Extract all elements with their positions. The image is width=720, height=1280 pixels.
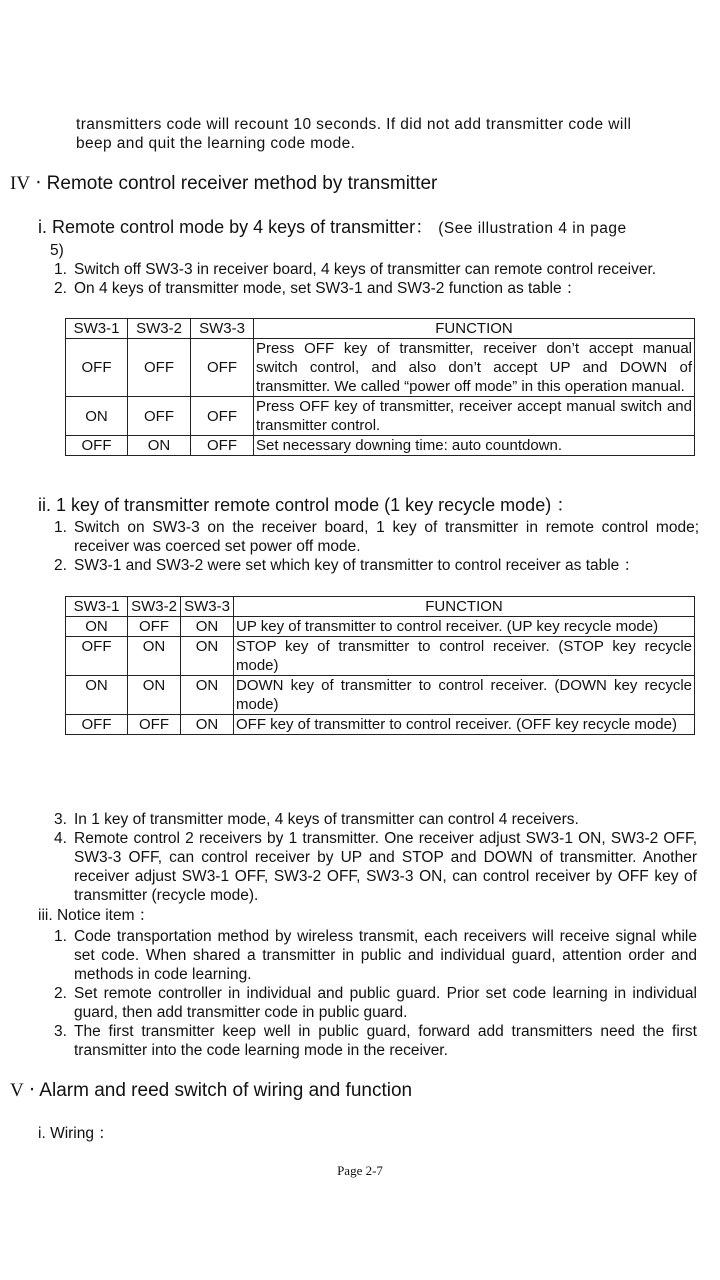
intro-line-1: transmitters code will recount 10 seconds. If did not add transmitter code will [76, 116, 632, 133]
subsection-iii-heading [38, 906, 154, 925]
cell-function: DOWN key of transmitter to control receiver. (DOWN key recycle mode) [234, 676, 695, 715]
item-number: 1. [54, 261, 67, 278]
item-number: 1. [54, 928, 67, 945]
cell-function: Press OFF key of transmitter, receiver don’t accept manual switch control, and also don’t accept UP and DOWN of transmitter. We called “power off mode” in this operation manual. [254, 339, 695, 397]
sub-ii-item-4 [54, 829, 697, 905]
sub-ii-item-3 [54, 810, 704, 829]
item-text: The first transmitter keep well in public guard, forward add transmitters need the first transmitter into the code learning mode in the receiver. [74, 1023, 697, 1059]
item-number: 1. [54, 519, 67, 536]
table-header-row [66, 597, 695, 617]
subsection-ii-label: ii. [38, 495, 51, 515]
header-sw3-1: SW3-1 [66, 597, 128, 617]
sub-i-item-2 [54, 279, 704, 298]
sub-i-item-1 [54, 260, 704, 279]
cell-sw3-2: ON [128, 637, 181, 676]
switch-table-1 [65, 318, 695, 456]
subsection-ii-title: 1 key of transmitter remote control mode (1 key recycle mode) [56, 495, 552, 515]
cell-sw3-1: ON [66, 676, 128, 715]
sub-iii-item-2 [54, 984, 697, 1022]
cell-sw3-2: OFF [128, 397, 191, 436]
subsection-i-heading [38, 216, 698, 240]
cell-sw3-3: OFF [191, 436, 254, 456]
cell-sw3-3: ON [181, 715, 234, 735]
intro-line-2: beep and quit the learning code mode. [76, 135, 356, 152]
header-sw3-2: SW3-2 [128, 597, 181, 617]
sub-iii-item-3 [54, 1022, 697, 1060]
section-5-sub-i-title: Wiring ： [50, 1125, 114, 1142]
cell-sw3-3: ON [181, 617, 234, 637]
cell-sw3-1: OFF [66, 339, 128, 397]
item-text: Set remote controller in individual and public guard. Prior set code learning in individual guard, then add transmitter code in public guard. [74, 985, 697, 1021]
subsection-iii-title: Notice item ： [56, 907, 155, 924]
item-number: 4. [54, 830, 67, 847]
subsection-i-colon: ： [415, 217, 434, 237]
cell-sw3-1: OFF [66, 436, 128, 456]
cell-sw3-1: ON [66, 617, 128, 637]
item-text: On 4 keys of transmitter mode, set SW3-1 and SW3-2 function as table ： [74, 280, 582, 297]
item-number: 2. [54, 280, 67, 297]
item-number: 3. [54, 811, 67, 828]
cell-sw3-1: ON [66, 397, 128, 436]
table-row [66, 617, 695, 637]
table-row [66, 637, 695, 676]
subsection-i-note-cont: 5) [50, 242, 64, 259]
section-5-title: Alarm and reed switch of wiring and function [39, 1080, 413, 1101]
item-text: Code transportation method by wireless transmit, each receivers will receive signal while set code. When shared a transmitter in public and individual guard, attention order and methods in code learning. [74, 928, 697, 983]
sub-ii-item-1 [54, 518, 699, 556]
header-sw3-1: SW3-1 [66, 319, 128, 339]
item-number: 2. [54, 557, 67, 574]
cell-function: UP key of transmitter to control receiver. (UP key recycle mode) [234, 617, 695, 637]
cell-sw3-3: ON [181, 637, 234, 676]
cell-sw3-2: ON [128, 676, 181, 715]
subsection-ii-heading [38, 494, 698, 516]
section-4-heading [10, 172, 437, 196]
page-number: Page 2-7 [337, 1163, 383, 1178]
section-4-numeral: IV [10, 173, 31, 194]
section-5-numeral: V [10, 1080, 24, 1101]
cell-sw3-2: OFF [128, 339, 191, 397]
cell-sw3-1: OFF [66, 637, 128, 676]
item-text: SW3-1 and SW3-2 were set which key of transmitter to control receiver as table ： [74, 557, 640, 574]
cell-sw3-3: OFF [191, 397, 254, 436]
item-text: Remote control 2 receivers by 1 transmitter. One receiver adjust SW3-1 ON, SW3-2 OFF, SW3-3 OFF, can control receiver by UP and STOP and DOWN of transmitter. Another receiver adjust SW3-1 OFF, SW3-2 OFF, SW3-3 ON, can control receiver by OFF key of transmitter (recycle mode). [74, 830, 697, 904]
cell-sw3-1: OFF [66, 715, 128, 735]
table-row [66, 339, 695, 397]
subsection-i-label: i. [38, 217, 47, 237]
cell-function: Set necessary downing time: auto countdown. [254, 436, 695, 456]
table-header-row [66, 319, 695, 339]
table-row [66, 715, 695, 735]
section-4-title: Remote control receiver method by transmitter [46, 173, 438, 194]
header-sw3-3: SW3-3 [191, 319, 254, 339]
cell-sw3-2: OFF [128, 617, 181, 637]
table-row [66, 397, 695, 436]
table-row [66, 676, 695, 715]
subsection-ii-colon: ： [556, 495, 575, 515]
item-text: In 1 key of transmitter mode, 4 keys of transmitter can control 4 receivers. [74, 811, 579, 828]
item-text: Switch off SW3-3 in receiver board, 4 keys of transmitter can remote control receiver. [74, 261, 657, 278]
section-5-sub-i-label: i. [38, 1125, 46, 1142]
section-5-sub-i-heading [38, 1124, 114, 1143]
subsection-i-note: (See illustration 4 in page [438, 220, 627, 237]
subsection-iii-label: iii. [38, 907, 53, 924]
section-4-bullet: ‧ [35, 173, 42, 194]
cell-function: Press OFF key of transmitter, receiver accept manual switch and transmitter control. [254, 397, 695, 436]
cell-sw3-2: ON [128, 436, 191, 456]
section-5-bullet: ‧ [29, 1080, 36, 1101]
cell-function: OFF key of transmitter to control receiver. (OFF key recycle mode) [234, 715, 695, 735]
table-row [66, 436, 695, 456]
item-number: 2. [54, 985, 67, 1002]
cell-sw3-3: ON [181, 676, 234, 715]
header-sw3-2: SW3-2 [128, 319, 191, 339]
header-function: FUNCTION [254, 319, 695, 339]
item-text: Switch on SW3-3 on the receiver board, 1 key of transmitter in remote control mode; receiver was coerced set power off mode. [74, 519, 699, 555]
cell-sw3-3: OFF [191, 339, 254, 397]
header-function: FUNCTION [234, 597, 695, 617]
cell-sw3-2: OFF [128, 715, 181, 735]
header-sw3-3: SW3-3 [181, 597, 234, 617]
sub-iii-item-1 [54, 927, 697, 984]
cell-function: STOP key of transmitter to control receiver. (STOP key recycle mode) [234, 637, 695, 676]
item-number: 3. [54, 1023, 67, 1040]
switch-table-2 [65, 596, 695, 735]
section-5-heading [10, 1079, 412, 1103]
sub-ii-item-2 [54, 556, 704, 575]
subsection-i-title: Remote control mode by 4 keys of transmitter [52, 217, 416, 237]
